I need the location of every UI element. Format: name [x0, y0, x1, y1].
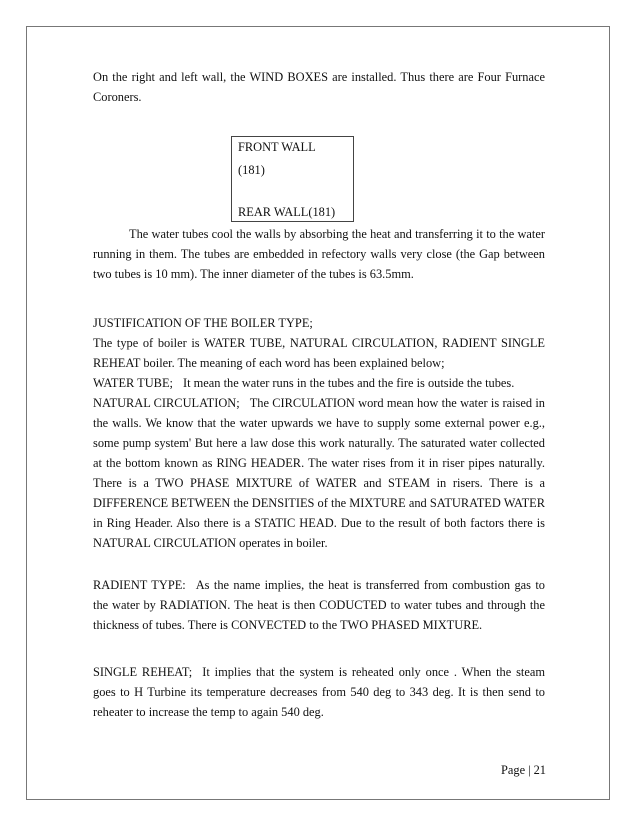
front-wall-label: FRONT WALL	[238, 140, 316, 154]
water-tube-term: WATER TUBE;	[93, 376, 173, 390]
page-separator: |	[528, 763, 531, 777]
justification-intro: The type of boiler is WATER TUBE, NATURAL CIRCULATION, RADIENT SINGLE REHEAT boiler. The meaning of each word has been explained below;	[93, 336, 545, 370]
single-reheat-term: SINGLE REHEAT;	[93, 665, 193, 679]
natural-circulation-text: The CIRCULATION word mean how the water is raised in the walls. We know that the water upwards we have to supply some external power e.g., some pump system' But here a law dose this work naturally. The saturated water collected at the bottom known as RING HEADER. The water rises from it in riser pipes naturally. There is a TWO PHASE MIXTURE of WATER and STEAM in risers. There is a DIFFERENCE BETWEEN the DENSITIES of the MIXTURE and SATURATED WATER in Ring Header. Also there is a STATIC HEAD. Due to the result of both factors there is NATURAL CIRCULATION operates in boiler.	[93, 396, 545, 550]
rear-wall-label: REAR WALL(181)	[238, 205, 336, 219]
wall-diagram-box	[231, 136, 354, 222]
radient-type-text: As the name implies, the heat is transferred from combustion gas to the water by RADIATION. The heat is then CODUCTED to water tubes and through the thickness of tubes. There is CONVECTED to the TWO PHASED MIXTURE.	[93, 578, 545, 632]
natural-circulation-term: NATURAL CIRCULATION;	[93, 396, 240, 410]
radient-type-term: RADIENT TYPE:	[93, 578, 186, 592]
front-wall-tube-count: (181)	[238, 163, 265, 177]
natural-circulation-definition	[93, 393, 545, 553]
justification-section	[93, 313, 545, 553]
water-tubes-text: The water tubes cool the walls by absorbing the heat and transferring it to the water running in them. The tubes are embedded in refectory walls very close (the Gap between two tubes is 10 mm). The inner diameter of the tubes is 63.5mm.	[93, 227, 545, 281]
water-tube-text: It mean the water runs in the tubes and the fire is outside the tubes.	[182, 376, 515, 390]
page-number: 21	[533, 763, 546, 777]
water-tubes-paragraph	[93, 224, 545, 284]
justification-heading: JUSTIFICATION OF THE BOILER TYPE;	[93, 316, 313, 330]
single-reheat-text: It implies that the system is reheated only once . When the steam goes to H Turbine its temperature decreases from 540 deg to 343 deg. It is then send to reheater to increase the temp to again 540 deg.	[93, 665, 546, 719]
single-reheat-paragraph	[93, 662, 545, 722]
water-tube-definition	[93, 373, 545, 393]
page-number-footer	[501, 763, 546, 778]
wind-boxes-paragraph: On the right and left wall, the WIND BOXES are installed. Thus there are Four Furnace Coroners.	[93, 70, 545, 104]
page-label: Page	[501, 763, 526, 777]
radient-type-paragraph	[93, 575, 545, 635]
